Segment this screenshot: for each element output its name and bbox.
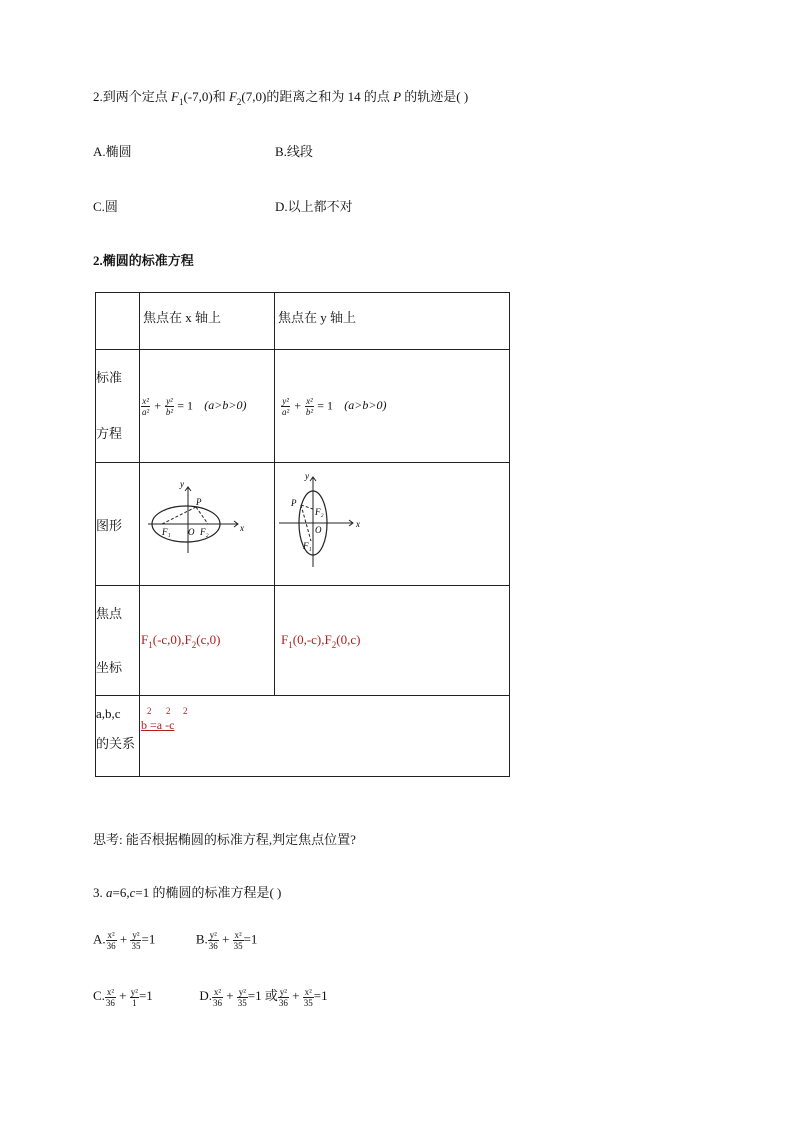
graph-y-f1-label: F₁ (303, 541, 312, 551)
f1-letter: F (171, 89, 179, 104)
focus-y-a: F (281, 631, 289, 647)
header-y-axis: 焦点在 y 轴上 (275, 293, 510, 350)
focus-x-cell (140, 586, 275, 696)
eq-y-frac-1: $\frac{\text{y²}}{\text{a²}}$ (282, 395, 290, 417)
relation-b: b (141, 718, 147, 732)
header-x-axis: 焦点在 x 轴上 (140, 293, 275, 350)
graph-x-o-label: O (188, 527, 195, 537)
graph-y-p-label: P (291, 498, 297, 508)
think-text: 思考: 能否根据椭圆的标准方程,判定焦点位置? (93, 832, 356, 847)
relation-sup-b: 2 (147, 706, 152, 716)
row-label-equation-1: 标准 (96, 370, 123, 385)
eq-y-cond: (a>b>0) (344, 397, 387, 412)
f1-sub: 1 (178, 97, 184, 107)
q3-c-frac-2: $\frac{\text{y²}}{1}$ (130, 986, 138, 1008)
eq-y-frac-2: $\frac{\text{x²}}{\text{b²}}$ (305, 395, 314, 417)
table-corner-cell (96, 293, 140, 350)
graph-x-cell (140, 463, 275, 586)
graph-x-figure (140, 463, 274, 581)
q2-option-c: C.圆 (93, 199, 118, 214)
row-label-relation-1: a,b,c (96, 706, 121, 721)
q3-b-rhs: =1 (243, 931, 258, 947)
q3-d-frac-4: $\frac{\text{x²}}{35}$ (303, 986, 313, 1008)
q3-c: c (129, 885, 136, 900)
focus-y-b: (0,-c),F (292, 631, 332, 647)
graph-x-y-label: y (180, 479, 184, 489)
q3-d-plus-1: + (226, 988, 234, 1003)
table-row-relation (96, 696, 510, 777)
relation-formula (141, 706, 188, 732)
focus-x-b: (-c,0),F (152, 631, 192, 647)
focus-y-a-sub: 1 (288, 639, 293, 650)
q3-c-label: C. (93, 988, 105, 1003)
table-row-equation (96, 350, 510, 463)
q3-row-cd (93, 985, 328, 1008)
q3-row-ab (93, 930, 257, 951)
q3-stem-prefix: 3. (93, 885, 106, 900)
eq-y-rhs: = 1 (317, 397, 334, 412)
focus-x-c: (c,0) (196, 631, 221, 647)
graph-x-f2-label: F₂ (200, 527, 209, 537)
q3-b-frac-2: $\frac{\text{x²}}{35}$ (233, 930, 243, 951)
q3-a-label: A. (93, 931, 106, 947)
q3-b-label: B. (195, 931, 208, 947)
relation-eq: =a (147, 718, 163, 732)
q2-stem-suffix: 的轨迹是( ) (401, 89, 469, 104)
row-label-relation-2: 的关系 (96, 736, 136, 751)
eq-x-rhs: = 1 (177, 397, 194, 412)
q3-d-label: D. (199, 988, 212, 1003)
graph-x-x-label: x (240, 523, 244, 533)
q3-d-plus-2: + (292, 988, 300, 1003)
graph-y-x-label: x (356, 519, 360, 529)
equation-x-cell (140, 350, 275, 463)
q2-option-b: B.线段 (275, 144, 313, 159)
eq-x-frac-2: $\frac{\text{y²}}{\text{b²}}$ (165, 395, 174, 417)
equation-y-cell (275, 350, 510, 463)
f2-sub: 2 (236, 97, 242, 107)
row-label-equation (96, 350, 140, 463)
q2-stem (93, 86, 468, 107)
focus-y-c: (0,c) (336, 631, 361, 647)
q3-d-rhs: =1 或 (247, 988, 278, 1003)
q3-d-rhs2: =1 (313, 988, 328, 1003)
focus-y-b-sub: 2 (331, 639, 337, 650)
q3-c-val: =1 的椭圆的标准方程是( ) (135, 885, 282, 900)
graph-x-f1-label: F₁ (162, 527, 171, 537)
row-label-focus-1: 焦点 (96, 605, 123, 621)
relation-sup-c: 2 (183, 706, 188, 716)
p-letter: P (393, 89, 402, 104)
f2-letter: F (228, 89, 237, 104)
q3-a: a (106, 885, 113, 900)
q3-b-plus: + (222, 931, 230, 947)
q3-d-frac-3: $\frac{\text{y²}}{36}$ (278, 986, 288, 1008)
table-row-focus (96, 586, 510, 696)
graph-x-p-label: P (196, 497, 202, 507)
table-row-graph (96, 463, 510, 586)
q3-a-val: =6, (112, 885, 130, 900)
q3-a-plus: + (119, 931, 128, 947)
row-label-focus (96, 586, 140, 696)
eq-x-frac-1: $\frac{\text{x²}}{\text{a²}}$ (142, 395, 150, 417)
graph-y-y-label: y (305, 471, 309, 481)
graph-y-figure (275, 463, 509, 581)
q3-d-frac-2: $\frac{\text{y²}}{35}$ (237, 986, 247, 1008)
eq-x-plus: + (153, 397, 162, 412)
relation-sup-a: 2 (166, 706, 171, 716)
f1-coord: (-7,0)和 (183, 89, 229, 104)
relation-cell (140, 696, 510, 777)
q2-stem-prefix: 2.到两个定点 (93, 89, 172, 104)
ellipse-table (95, 292, 510, 777)
q3-b-frac-1: $\frac{\text{y²}}{36}$ (208, 930, 218, 951)
q3-a-frac-1: $\frac{\text{x²}}{36}$ (106, 930, 116, 951)
q3-a-rhs: =1 (141, 931, 156, 947)
q3-a-frac-2: $\frac{\text{y²}}{35}$ (131, 930, 141, 951)
q3-d-frac-1: $\frac{\text{x²}}{36}$ (212, 986, 222, 1008)
graph-y-f2-label: F₂ (315, 507, 324, 517)
relation-minus: -c (162, 718, 175, 732)
focus-y-cell (275, 586, 510, 696)
q3-c-plus: + (119, 988, 127, 1003)
q2-option-d: D.以上都不对 (275, 199, 353, 214)
row-label-graph: 图形 (96, 463, 140, 586)
eq-x-cond: (a>b>0) (204, 397, 247, 412)
section-heading: 2.椭圆的标准方程 (93, 253, 194, 268)
q3-stem (93, 882, 281, 901)
focus-x-a: F (141, 631, 149, 647)
q3-c-frac-1: $\frac{\text{x²}}{36}$ (105, 986, 115, 1008)
graph-y-o-label: O (315, 525, 322, 535)
graph-y-cell (275, 463, 510, 586)
row-label-equation-2: 方程 (96, 426, 123, 441)
focus-x-b-sub: 2 (191, 639, 197, 650)
focus-x-a-sub: 1 (148, 639, 153, 650)
row-label-focus-2: 坐标 (96, 659, 123, 675)
q2-option-a: A.椭圆 (93, 144, 132, 159)
f2-coord: (7,0)的距离之和为 14 的点 (241, 89, 394, 104)
q3-c-rhs: =1 (138, 988, 153, 1003)
eq-y-plus: + (293, 397, 302, 412)
row-label-relation (96, 696, 140, 777)
table-header-row (96, 293, 510, 350)
